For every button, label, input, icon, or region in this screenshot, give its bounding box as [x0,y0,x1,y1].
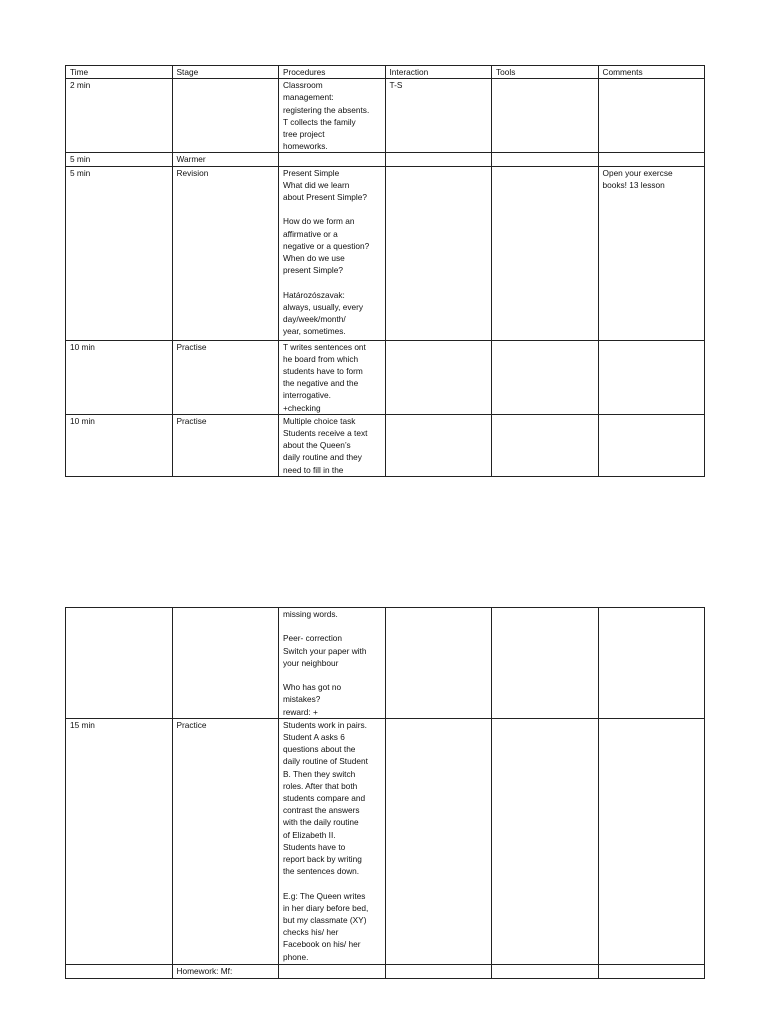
cell-time: 2 min [66,79,173,153]
cell-tools [492,608,599,719]
cell-procedures: Multiple choice task Students receive a text about the Queen’s daily routine and they need to fill in the [279,414,386,476]
cell-procedures: missing words. Peer- correction Switch your paper with your neighbour Who has got no mistakes? reward: + [279,608,386,719]
cell-stage: Practice [172,718,279,964]
cell-stage: Practise [172,340,279,414]
cell-time: 10 min [66,340,173,414]
cell-procedures: T writes sentences ont he board from which students have to form the negative and the interrogative. +checking [279,340,386,414]
lesson-plan-table [65,65,705,477]
cell-time [66,964,173,978]
table-row [66,964,705,978]
cell-interaction [385,153,492,166]
cell-stage: Practise [172,414,279,476]
table-row [66,608,705,719]
cell-comments [598,608,705,719]
cell-interaction: T-S [385,79,492,153]
cell-comments: Open your exercse books! 13 lesson [598,166,705,340]
table-row [66,414,705,476]
table-header-row [66,66,705,79]
column-header-comments: Comments [598,66,705,79]
cell-comments [598,964,705,978]
cell-procedures [279,153,386,166]
table-row [66,166,705,340]
cell-interaction [385,166,492,340]
column-header-stage: Stage [172,66,279,79]
cell-comments [598,153,705,166]
cell-comments [598,340,705,414]
column-header-interaction: Interaction [385,66,492,79]
cell-procedures: Students work in pairs. Student A asks 6 questions about the daily routine of Student B. Then they switch roles. After that both students compare and contrast the answers with the daily routine of Elizabeth II. Students have to report back by writing the sentences down. E.g: The Queen writes in her diary before bed, but my classmate (XY) checks his/ her Facebook on his/ her phone. [279,718,386,964]
cell-time [66,608,173,719]
cell-tools [492,79,599,153]
cell-tools [492,964,599,978]
lesson-plan-table-continued [65,607,705,979]
cell-tools [492,340,599,414]
cell-interaction [385,414,492,476]
table-row [66,718,705,964]
cell-tools [492,414,599,476]
cell-time: 5 min [66,166,173,340]
cell-stage: Warmer [172,153,279,166]
column-header-tools: Tools [492,66,599,79]
cell-tools [492,153,599,166]
cell-tools [492,718,599,964]
cell-procedures: Present Simple What did we learn about Present Simple? How do we form an affirmative or a negative or a question? When do we use present Simple? Határozószavak: always, usually, every day/week/month/ year, sometimes. [279,166,386,340]
cell-interaction [385,608,492,719]
cell-interaction [385,340,492,414]
cell-stage: Homework: Mf: [172,964,279,978]
table-row [66,153,705,166]
cell-stage [172,79,279,153]
cell-tools [492,166,599,340]
table-row [66,340,705,414]
column-header-procedures: Procedures [279,66,386,79]
cell-procedures [279,964,386,978]
table-row [66,79,705,153]
cell-interaction [385,964,492,978]
cell-time: 5 min [66,153,173,166]
cell-stage: Revision [172,166,279,340]
column-header-time: Time [66,66,173,79]
cell-comments [598,414,705,476]
cell-interaction [385,718,492,964]
cell-procedures: Classroom management: registering the absents. T collects the family tree project homeworks. [279,79,386,153]
cell-comments [598,79,705,153]
cell-time: 10 min [66,414,173,476]
cell-stage [172,608,279,719]
cell-comments [598,718,705,964]
cell-time: 15 min [66,718,173,964]
